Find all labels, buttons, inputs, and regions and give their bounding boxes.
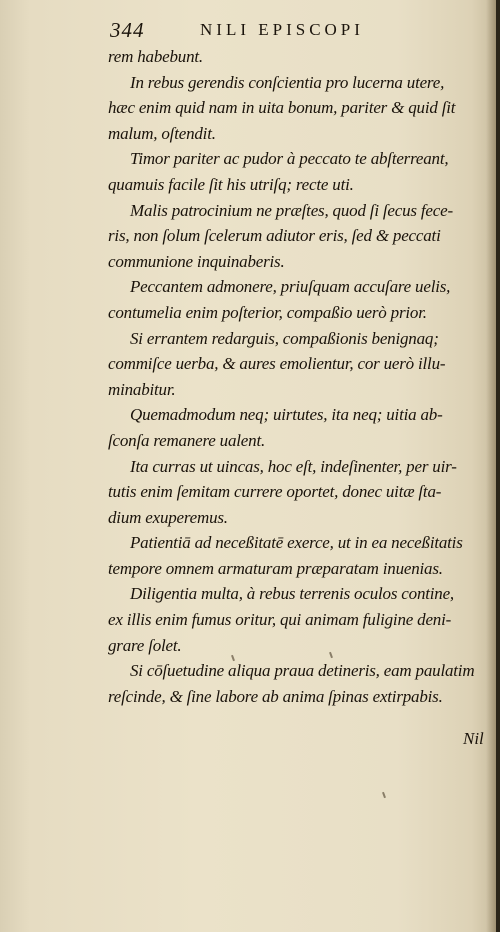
text-line: grare ſolet. (108, 635, 182, 655)
ink-speck (382, 792, 386, 798)
text-line: Malis patrocinium ne præſtes, quod ſi ſecus fece- (130, 200, 453, 220)
text-line: reſcinde, & ſine labore ab anima ſpinas extirpabis. (108, 686, 443, 706)
catchword: Nil (463, 729, 484, 748)
text-line: Quemadmodum neq; uirtutes, ita neq; uitia ab- (130, 405, 443, 425)
text-line: Ita curras ut uincas, hoc eſt, indeſinenter, per uir- (130, 456, 457, 476)
running-head: NILI EPISCOPI (200, 20, 364, 39)
text-line: tempore omnem armaturam præparatam inuenias. (108, 558, 443, 578)
text-line: Timor pariter ac pudor à peccato te abſterreant, (130, 149, 449, 169)
text-line: Diligentia multa, à rebus terrenis oculos contine, (130, 584, 454, 604)
page-header (110, 18, 480, 44)
text-line: ex illis enim fumus oritur, qui animam fuligine deni- (108, 610, 452, 630)
text-line: Si errantem redarguis, compaßionis benignaq; (130, 328, 439, 348)
text-line: ris, non ſolum ſcelerum adiutor eris, ſed & peccati (108, 226, 441, 246)
page-number: 344 (110, 18, 145, 42)
text-line: tutis enim ſemitam currere oportet, donec uitæ ſta- (108, 482, 442, 502)
text-line: commiſce uerba, & aures emolientur, cor uerò illu- (108, 354, 446, 374)
text-line: ſconſa remanere ualent. (108, 430, 266, 450)
text-line: quamuis facile ſit his utriſq; recte uti. (108, 174, 354, 194)
text-line: minabitur. (108, 379, 176, 399)
text-line: Peccantem admonere, priuſquam accuſare uelis, (130, 277, 451, 297)
text-line: Patientiā ad neceßitatē exerce, ut in ea neceßitatis (130, 533, 463, 553)
text-line: contumelia enim poſterior, compaßio uerò prior. (108, 302, 427, 322)
text-line: malum, oſtendit. (108, 123, 216, 143)
text-line: hæc enim quid nam in uita bonum, pariter & quid ſit (108, 98, 456, 118)
text-line: Si cōſuetudine aliqua praua detineris, eam paulatim (130, 661, 475, 681)
text-line: In rebus gerendis conſcientia pro lucerna utere, (130, 72, 445, 92)
body-text (108, 44, 494, 709)
text-line: communione inquinaberis. (108, 251, 285, 271)
text-line: rem habebunt. (108, 47, 203, 66)
text-line: dium exuperemus. (108, 507, 228, 527)
